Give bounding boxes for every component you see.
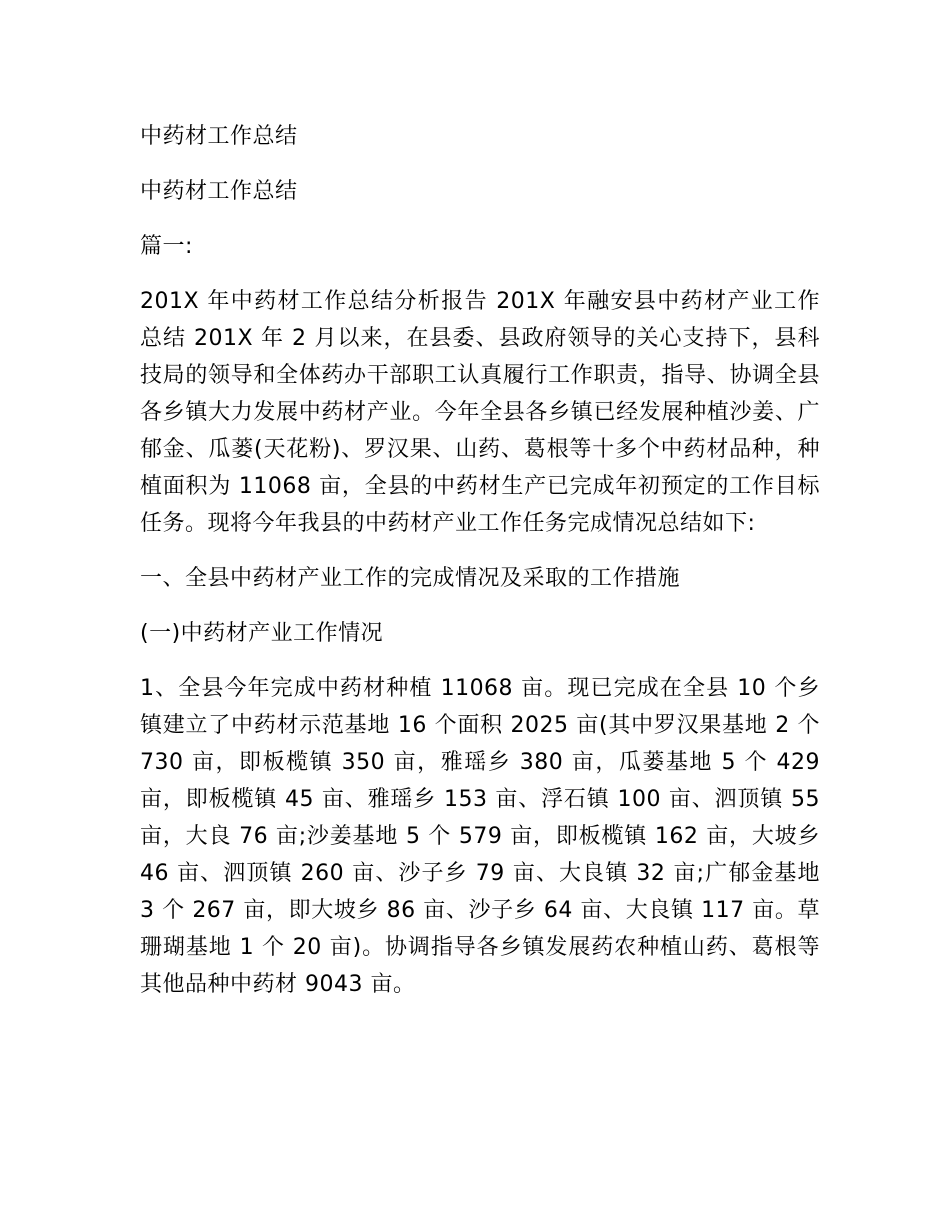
subsection-heading: (一)中药材产业工作情况 — [140, 621, 384, 646]
intro-paragraph: 201X 年中药材工作总结分析报告 201X 年融安县中药材产业工作总结 201X 年 2 月以来，在县委、县政府领导的关心支持下，县科技局的领导和全体药办干部职工认真履行工作职责，指导、协调全县各乡镇大力发展中药材产业。今年全县各乡镇已经发展种植沙姜、广郁金、瓜蒌(天花粉)、罗汉果、山药、葛根等十多个中药材品种，种植面积为 11068 亩，全县的中药材生产已完成年初预定的工作目标任务。现将今年我县的中药材产业工作任务完成情况总结如下: — [140, 289, 820, 536]
part-label: 篇一: — [140, 234, 193, 259]
section-heading: 一、全县中药材产业工作的完成情况及采取的工作措施 — [140, 566, 681, 591]
item1-paragraph: 1、全县今年完成中药材种植 11068 亩。现已完成在全县 10 个乡镇建立了中药材示范基地 16 个面积 2025 亩(其中罗汉果基地 2 个 730 亩，即板榄镇 350 亩，雅瑶乡 380 亩，瓜蒌基地 5 个 429 亩，即板榄镇 45 亩、雅瑶乡 153 亩、浮石镇 100 亩、泗顶镇 55 亩，大良 76 亩;沙姜基地 5 个 579 亩，即板榄镇 162 亩，大坡乡 46 亩、泗顶镇 260 亩、沙子乡 79 亩、大良镇 32 亩;广郁金基地 3 个 267 亩，即大坡乡 86 亩、沙子乡 64 亩、大良镇 117 亩。草珊瑚基地 1 个 20 亩)。协调指导各乡镇发展药农种植山药、葛根等其他品种中药材 9043 亩。 — [140, 676, 820, 997]
document-page — [140, 118, 820, 1003]
document-subtitle: 中药材工作总结 — [140, 179, 298, 204]
document-title: 中药材工作总结 — [140, 124, 298, 149]
